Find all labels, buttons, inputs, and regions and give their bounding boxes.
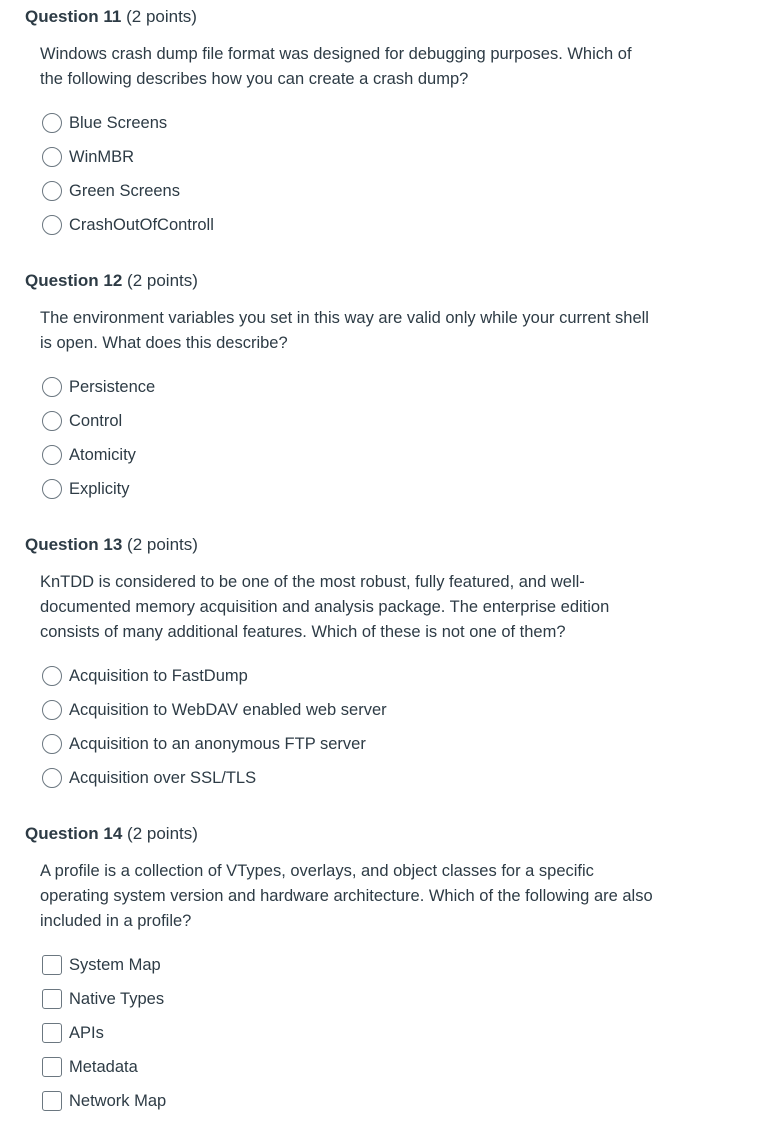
radio-button[interactable] <box>42 479 62 499</box>
radio-button[interactable] <box>42 411 62 431</box>
radio-button[interactable] <box>42 113 62 133</box>
answer-option[interactable] <box>42 693 642 727</box>
question-text-line: is open. What does this describe? <box>40 334 288 352</box>
question-points: (2 points) <box>127 824 198 843</box>
answer-label[interactable]: Persistence <box>69 378 156 396</box>
answer-option[interactable] <box>42 208 642 242</box>
question-text <box>40 859 700 934</box>
checkbox[interactable] <box>42 1057 62 1077</box>
answer-option[interactable] <box>42 404 642 438</box>
question-title: Question 13 <box>25 535 123 554</box>
answer-label[interactable]: Acquisition to WebDAV enabled web server <box>69 701 387 719</box>
answer-option[interactable] <box>42 140 642 174</box>
question-title: Question 11 <box>25 7 122 26</box>
answer-option[interactable] <box>42 370 642 404</box>
question-text <box>40 306 700 356</box>
answer-label[interactable]: System Map <box>69 956 161 974</box>
answer-label[interactable]: WinMBR <box>69 148 135 166</box>
answer-option[interactable] <box>42 948 642 982</box>
question-text-line: operating system version and hardware architecture. Which of the following are also <box>40 887 653 905</box>
answer-label[interactable]: Network Map <box>69 1092 167 1110</box>
answer-option[interactable] <box>42 761 642 795</box>
checkbox[interactable] <box>42 1023 62 1043</box>
radio-button[interactable] <box>42 734 62 754</box>
answer-label[interactable]: Acquisition to FastDump <box>69 667 248 685</box>
radio-button[interactable] <box>42 147 62 167</box>
radio-button[interactable] <box>42 700 62 720</box>
checkbox[interactable] <box>42 989 62 1009</box>
question-text-line: documented memory acquisition and analysis package. The enterprise edition <box>40 598 610 616</box>
answer-label[interactable]: CrashOutOfControll <box>69 216 214 234</box>
checkbox[interactable] <box>42 955 62 975</box>
question-text <box>40 42 700 92</box>
question-header <box>25 534 198 556</box>
question-text <box>40 570 700 645</box>
radio-button[interactable] <box>42 377 62 397</box>
question-points: (2 points) <box>126 7 197 26</box>
question-header <box>25 823 198 845</box>
question-text-line: KnTDD is considered to be one of the most robust, fully featured, and well- <box>40 573 585 591</box>
question-header <box>25 6 197 28</box>
answer-label[interactable]: APIs <box>69 1024 104 1042</box>
answer-label[interactable]: Acquisition to an anonymous FTP server <box>69 735 366 753</box>
question-title: Question 14 <box>25 824 123 843</box>
answer-label[interactable]: Blue Screens <box>69 114 168 132</box>
answer-label[interactable]: Green Screens <box>69 182 180 200</box>
answer-label[interactable]: Acquisition over SSL/TLS <box>69 769 257 787</box>
answer-options <box>42 106 642 242</box>
answer-options <box>42 948 642 1118</box>
radio-button[interactable] <box>42 768 62 788</box>
answer-option[interactable] <box>42 659 642 693</box>
question-text-line: consists of many additional features. Which of these is not one of them? <box>40 623 566 641</box>
radio-button[interactable] <box>42 215 62 235</box>
answer-option[interactable] <box>42 438 642 472</box>
answer-option[interactable] <box>42 1084 642 1118</box>
radio-button[interactable] <box>42 445 62 465</box>
question-title: Question 12 <box>25 271 123 290</box>
answer-option[interactable] <box>42 1050 642 1084</box>
answer-label[interactable]: Explicity <box>69 480 130 498</box>
question-text-line: included in a profile? <box>40 912 192 930</box>
answer-option[interactable] <box>42 1016 642 1050</box>
question-points: (2 points) <box>127 271 198 290</box>
answer-options <box>42 659 642 795</box>
answer-label[interactable]: Metadata <box>69 1058 138 1076</box>
answer-label[interactable]: Native Types <box>69 990 165 1008</box>
radio-button[interactable] <box>42 666 62 686</box>
question-text-line: the following describes how you can create a crash dump? <box>40 70 469 88</box>
answer-option[interactable] <box>42 106 642 140</box>
checkbox[interactable] <box>42 1091 62 1111</box>
question-text-line: Windows crash dump file format was designed for debugging purposes. Which of <box>40 45 632 63</box>
answer-option[interactable] <box>42 982 642 1016</box>
question-text-line: A profile is a collection of VTypes, overlays, and object classes for a specific <box>40 862 594 880</box>
radio-button[interactable] <box>42 181 62 201</box>
question-header <box>25 270 198 292</box>
answer-options <box>42 370 642 506</box>
answer-label[interactable]: Atomicity <box>69 446 136 464</box>
answer-option[interactable] <box>42 727 642 761</box>
answer-option[interactable] <box>42 472 642 506</box>
question-points: (2 points) <box>127 535 198 554</box>
answer-option[interactable] <box>42 174 642 208</box>
question-text-line: The environment variables you set in this way are valid only while your current shell <box>40 309 649 327</box>
answer-label[interactable]: Control <box>69 412 123 430</box>
